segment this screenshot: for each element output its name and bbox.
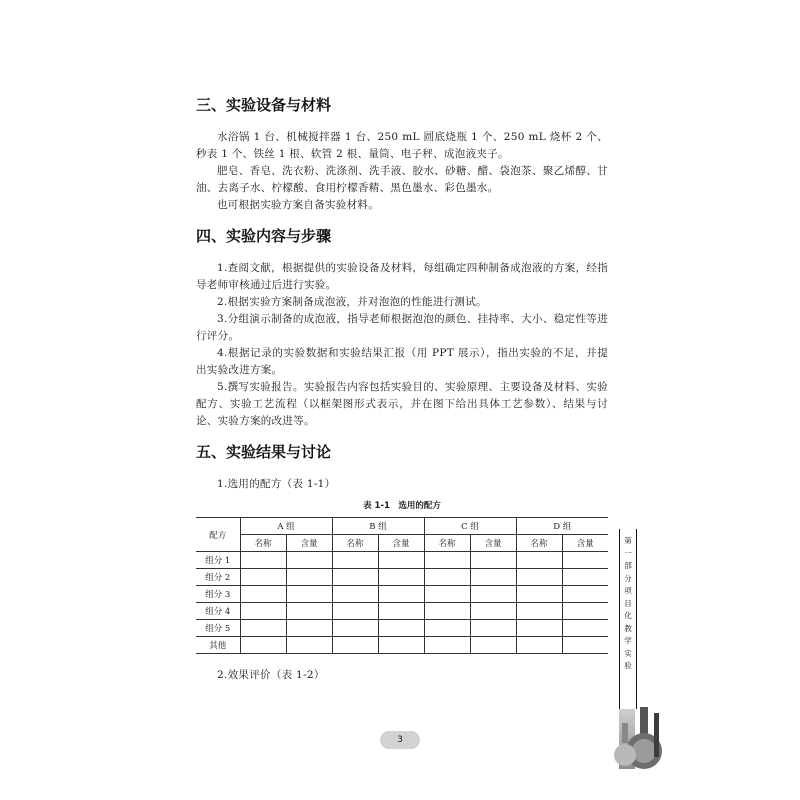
table-cell[interactable] bbox=[378, 552, 424, 569]
table-header-row bbox=[196, 518, 608, 535]
row-label: 组分 5 bbox=[196, 620, 240, 637]
table-row bbox=[196, 620, 608, 637]
table-cell[interactable] bbox=[240, 586, 286, 603]
subheader-name: 名称 bbox=[332, 535, 378, 552]
table-cell[interactable] bbox=[240, 603, 286, 620]
step-paragraph: 1.查阅文献，根据提供的实验设备及材料，每组确定四种制备成泡液的方案，经指导老师审核通过后进行实验。 bbox=[196, 262, 608, 291]
table-cell[interactable] bbox=[424, 603, 470, 620]
table-cell[interactable] bbox=[286, 603, 332, 620]
table-row bbox=[196, 586, 608, 603]
table-cell[interactable] bbox=[470, 569, 516, 586]
page-content bbox=[196, 94, 608, 684]
lab-flasks-icon bbox=[610, 705, 670, 775]
section-results bbox=[196, 441, 608, 684]
group-header: D 组 bbox=[516, 518, 608, 535]
table-cell[interactable] bbox=[378, 603, 424, 620]
row-label: 其他 bbox=[196, 637, 240, 654]
table-cell[interactable] bbox=[240, 620, 286, 637]
table-cell[interactable] bbox=[516, 620, 562, 637]
table-cell[interactable] bbox=[562, 569, 608, 586]
section-steps bbox=[196, 225, 608, 430]
group-header: A 组 bbox=[240, 518, 332, 535]
table-row bbox=[196, 552, 608, 569]
section-title-steps: 四、实验内容与步骤 bbox=[196, 227, 332, 245]
table-corner-header: 配方 bbox=[196, 518, 240, 552]
table-cell[interactable] bbox=[240, 637, 286, 654]
table-cell[interactable] bbox=[516, 569, 562, 586]
table-cell[interactable] bbox=[286, 586, 332, 603]
table-row bbox=[196, 603, 608, 620]
table-cell[interactable] bbox=[332, 603, 378, 620]
table-cell[interactable] bbox=[286, 552, 332, 569]
table-cell[interactable] bbox=[562, 603, 608, 620]
table-cell[interactable] bbox=[424, 586, 470, 603]
table-caption: 表 1-1 选用的配方 bbox=[363, 501, 441, 511]
side-tab-text: 第一部分 项目化教学实验 bbox=[624, 536, 632, 670]
table-cell[interactable] bbox=[332, 552, 378, 569]
table-cell[interactable] bbox=[332, 586, 378, 603]
table-cell[interactable] bbox=[470, 586, 516, 603]
subheader-amount: 含量 bbox=[562, 535, 608, 552]
recipe-table bbox=[196, 517, 608, 654]
table-cell[interactable] bbox=[286, 569, 332, 586]
table-cell[interactable] bbox=[424, 569, 470, 586]
equipment-paragraph: 水浴锅 1 台、机械搅拌器 1 台、250 mL 圆底烧瓶 1 个、250 mL 烧杯 2 个、秒表 1 个、铁丝 1 根、软管 2 根、量筒、电子秤、成泡液夹子。 bbox=[196, 131, 608, 160]
table-cell[interactable] bbox=[562, 552, 608, 569]
table-cell[interactable] bbox=[516, 603, 562, 620]
table-cell[interactable] bbox=[378, 637, 424, 654]
table-cell[interactable] bbox=[424, 552, 470, 569]
group-header: B 组 bbox=[332, 518, 424, 535]
subheader-name: 名称 bbox=[240, 535, 286, 552]
table-cell[interactable] bbox=[240, 552, 286, 569]
table-cell[interactable] bbox=[240, 569, 286, 586]
table-cell[interactable] bbox=[378, 569, 424, 586]
table-cell[interactable] bbox=[286, 620, 332, 637]
page-number: 3 bbox=[380, 731, 420, 749]
table-cell[interactable] bbox=[516, 637, 562, 654]
section-title-results: 五、实验结果与讨论 bbox=[196, 443, 332, 461]
results-item-2: 2.效果评价（表 1-2） bbox=[217, 669, 325, 681]
table-cell[interactable] bbox=[470, 637, 516, 654]
step-paragraph: 3.分组演示制备的成泡液，指导老师根据泡泡的颜色、挂持率、大小、稳定性等进行评分。 bbox=[196, 313, 608, 342]
table-cell[interactable] bbox=[516, 586, 562, 603]
section-title-equipment: 三、实验设备与材料 bbox=[196, 96, 332, 114]
table-cell[interactable] bbox=[332, 637, 378, 654]
table-cell[interactable] bbox=[424, 637, 470, 654]
section-equipment bbox=[196, 94, 608, 214]
table-body bbox=[196, 552, 608, 654]
table-cell[interactable] bbox=[470, 603, 516, 620]
table-row bbox=[196, 569, 608, 586]
table-cell[interactable] bbox=[562, 586, 608, 603]
table-cell[interactable] bbox=[470, 552, 516, 569]
group-header: C 组 bbox=[424, 518, 516, 535]
table-cell[interactable] bbox=[332, 569, 378, 586]
table-cell[interactable] bbox=[332, 620, 378, 637]
table-cell[interactable] bbox=[562, 637, 608, 654]
step-paragraph: 2.根据实验方案制备成泡液，并对泡泡的性能进行测试。 bbox=[217, 296, 487, 308]
subheader-amount: 含量 bbox=[470, 535, 516, 552]
materials-paragraph: 肥皂、香皂、洗衣粉、洗涤剂、洗手液、胶水、砂糖、醋、袋泡茶、聚乙烯醇、甘油、去离子水、柠檬酸、食用柠檬香精、黑色墨水、彩色墨水。 bbox=[196, 165, 608, 194]
table-cell[interactable] bbox=[378, 620, 424, 637]
table-cell[interactable] bbox=[286, 637, 332, 654]
table-cell[interactable] bbox=[562, 620, 608, 637]
step-paragraph: 4.根据记录的实验数据和实验结果汇报（用 PPT 展示），指出实验的不足，并提出实验改进方案。 bbox=[196, 347, 608, 376]
table-cell[interactable] bbox=[378, 586, 424, 603]
row-label: 组分 2 bbox=[196, 569, 240, 586]
side-tab bbox=[619, 529, 637, 709]
table-row bbox=[196, 637, 608, 654]
row-label: 组分 3 bbox=[196, 586, 240, 603]
subheader-name: 名称 bbox=[424, 535, 470, 552]
step-paragraph: 5.撰写实验报告。实验报告内容包括实验目的、实验原理、主要设备及材料、实验配方、实验工艺流程（以框架图形式表示，并在图下给出具体工艺参数）、结果与讨论、实验方案的改进等。 bbox=[196, 381, 608, 427]
row-label: 组分 4 bbox=[196, 603, 240, 620]
materials-note: 也可根据实验方案自备实验材料。 bbox=[217, 199, 379, 211]
subheader-amount: 含量 bbox=[286, 535, 332, 552]
table-cell[interactable] bbox=[516, 552, 562, 569]
table-cell[interactable] bbox=[424, 620, 470, 637]
subheader-amount: 含量 bbox=[378, 535, 424, 552]
row-label: 组分 1 bbox=[196, 552, 240, 569]
table-subheader-row bbox=[196, 535, 608, 552]
subheader-name: 名称 bbox=[516, 535, 562, 552]
table-cell[interactable] bbox=[470, 620, 516, 637]
results-item-1: 1.选用的配方（表 1-1） bbox=[217, 478, 336, 490]
